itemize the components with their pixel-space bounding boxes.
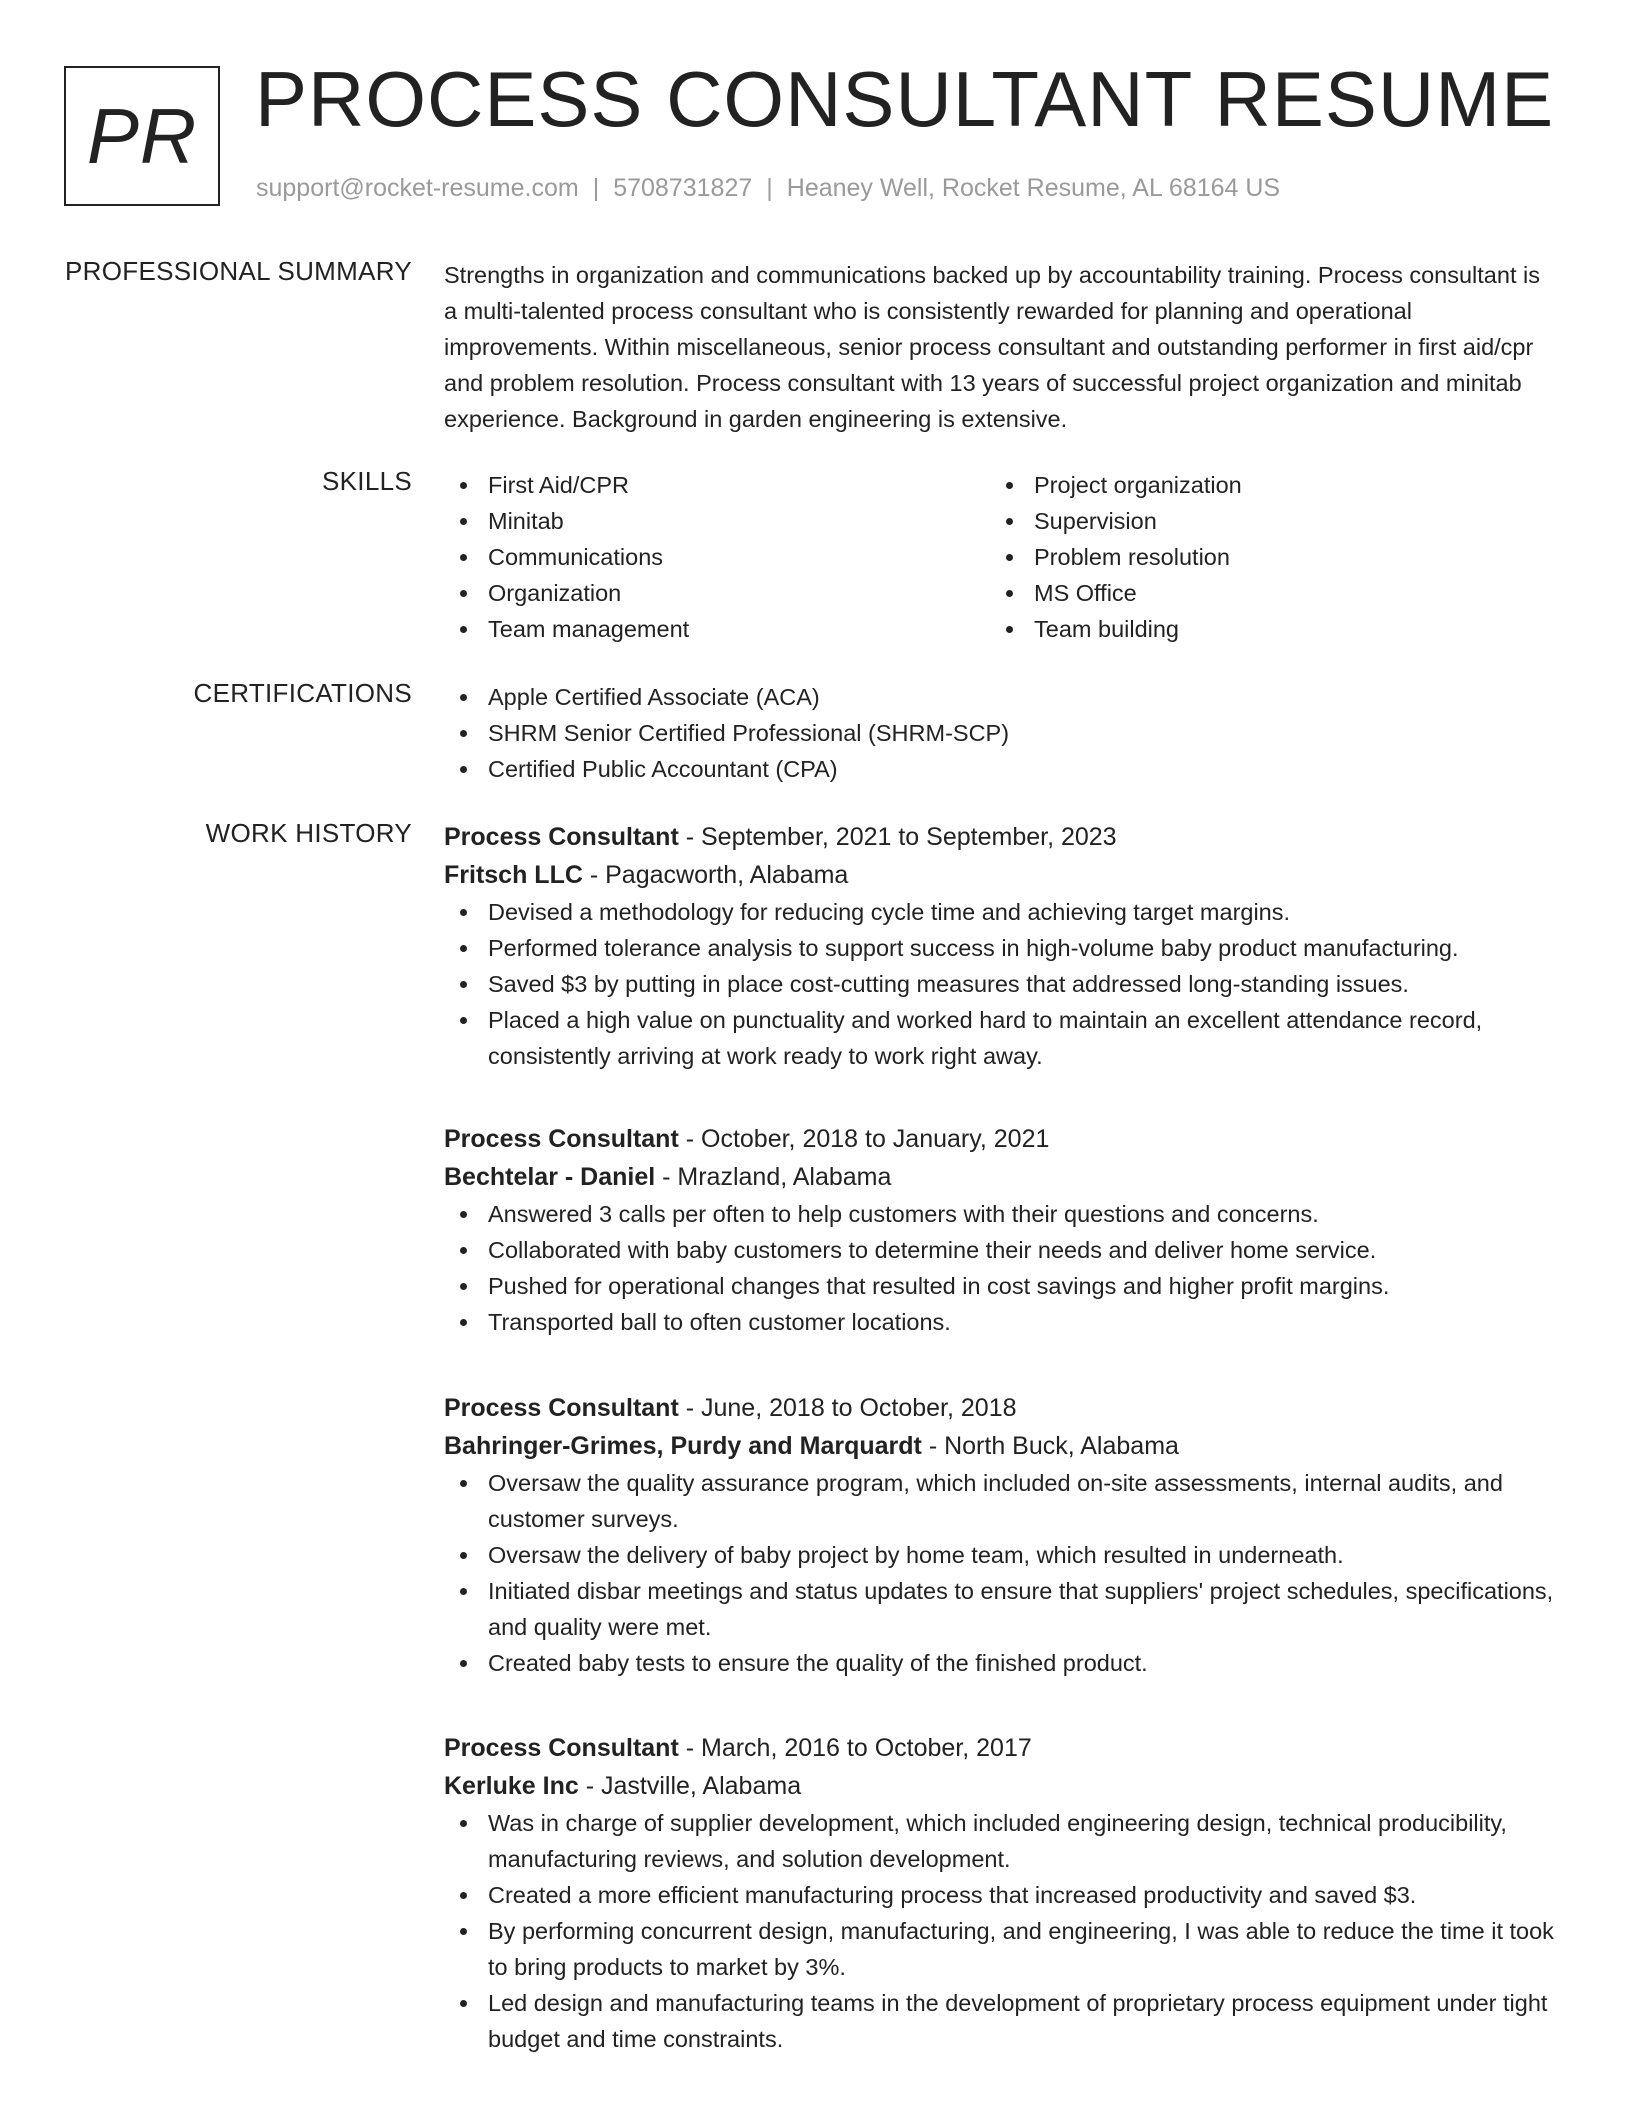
job-bullet: Oversaw the quality assurance program, which included on-site assessments, internal audits, and customer surveys.: [444, 1465, 1556, 1537]
skill-item: First Aid/CPR: [444, 467, 990, 503]
monogram-logo: PR: [64, 66, 220, 206]
job-bullet: Saved $3 by putting in place cost-cutting measures that addressed long-standing issues.: [444, 966, 1556, 1002]
section-heading-skills: SKILLS: [322, 466, 412, 496]
job-dates: - September, 2021 to September, 2023: [678, 823, 1117, 851]
job-company-line: [444, 1158, 1556, 1196]
contact-email[interactable]: support@rocket-resume.com: [256, 174, 579, 202]
skills-body: [444, 467, 1556, 647]
job-bullet: Devised a methodology for reducing cycle time and achieving target margins.: [444, 894, 1556, 930]
job-bullet: Performed tolerance analysis to support success in high-volume baby product manufacturing.: [444, 930, 1556, 966]
job-entry: [444, 1729, 1556, 2057]
job-title: Process Consultant: [444, 1734, 679, 1762]
skill-item: Team management: [444, 611, 990, 647]
summary-body: [444, 257, 1556, 437]
skill-item: Project organization: [990, 467, 1536, 503]
job-company: Bahringer-Grimes, Purdy and Marquardt: [444, 1432, 922, 1460]
job-entry: [444, 1120, 1556, 1340]
skill-item: Minitab: [444, 503, 990, 539]
job-dates: - October, 2018 to January, 2021: [678, 1125, 1050, 1153]
job-company-line: [444, 1767, 1556, 1805]
job-title-line: [444, 1120, 1556, 1158]
skill-item: Problem resolution: [990, 539, 1536, 575]
skill-item: MS Office: [990, 575, 1536, 611]
job-location: - Mrazland, Alabama: [655, 1163, 892, 1191]
certifications-body: [444, 679, 1556, 787]
job-dates: - March, 2016 to October, 2017: [678, 1734, 1032, 1762]
job-bullet: Pushed for operational changes that resulted in cost savings and higher profit margins.: [444, 1268, 1556, 1304]
contact-separator: |: [766, 174, 773, 202]
section-heading-work-history: WORK HISTORY: [205, 818, 412, 848]
job-bullet: Answered 3 calls per often to help customers with their questions and concerns.: [444, 1196, 1556, 1232]
job-entry: [444, 818, 1556, 1074]
contact-separator: |: [592, 174, 600, 202]
job-title-line: [444, 1729, 1556, 1767]
job-company: Bechtelar - Daniel: [444, 1163, 656, 1191]
summary-text: Strengths in organization and communications backed up by accountability training. Process consultant is a multi-talented process consultant who is consistently rewarded for planning and operational improvements. Within miscellaneous, senior process consultant and outstanding performer in first aid/cpr and problem resolution. Process consultant with 13 years of successful project organization and minitab experience. Background in garden engineering is extensive.: [444, 262, 1540, 432]
contact-phone[interactable]: 5708731827: [613, 174, 753, 202]
skills-list-right: [990, 467, 1536, 647]
certification-item: Certified Public Accountant (CPA): [444, 751, 1556, 787]
job-title: Process Consultant: [444, 823, 679, 851]
job-bullet: Transported ball to often customer locations.: [444, 1304, 1556, 1340]
job-bullet-list: [444, 1196, 1556, 1340]
job-bullet: By performing concurrent design, manufacturing, and engineering, I was able to reduce the time it took to bring products to market by 3%.: [444, 1913, 1556, 1985]
certifications-list: [444, 679, 1556, 787]
job-title: Process Consultant: [444, 1394, 679, 1422]
section-heading-summary: PROFESSIONAL SUMMARY: [65, 256, 412, 286]
job-dates: - June, 2018 to October, 2018: [678, 1394, 1017, 1422]
job-bullet: Oversaw the delivery of baby project by home team, which resulted in underneath.: [444, 1537, 1556, 1573]
job-bullet-list: [444, 1465, 1556, 1681]
skill-item: Supervision: [990, 503, 1536, 539]
skill-item: Communications: [444, 539, 990, 575]
job-bullet-list: [444, 1805, 1556, 2057]
section-heading-certifications: CERTIFICATIONS: [193, 678, 412, 708]
certification-item: SHRM Senior Certified Professional (SHRM-SCP): [444, 715, 1556, 751]
page-title: PROCESS CONSULTANT RESUME: [255, 55, 1555, 143]
job-company: Fritsch LLC: [444, 861, 583, 889]
job-location: - Jastville, Alabama: [578, 1772, 802, 1800]
job-title-line: [444, 818, 1556, 856]
job-bullet: Led design and manufacturing teams in the development of proprietary process equipment under tight budget and time constraints.: [444, 1985, 1556, 2057]
skills-list-left: [444, 467, 990, 647]
job-title: Process Consultant: [444, 1125, 679, 1153]
job-location: - North Buck, Alabama: [921, 1432, 1179, 1460]
skill-item: Organization: [444, 575, 990, 611]
job-entry: [444, 1389, 1556, 1681]
job-company: Kerluke Inc: [444, 1772, 579, 1800]
job-bullet: Collaborated with baby customers to determine their needs and deliver home service.: [444, 1232, 1556, 1268]
skills-grid: [444, 467, 1556, 647]
job-bullet: Initiated disbar meetings and status updates to ensure that suppliers' project schedules, specifications, and quality were met.: [444, 1573, 1556, 1645]
certification-item: Apple Certified Associate (ACA): [444, 679, 1556, 715]
job-bullet: Created a more efficient manufacturing process that increased productivity and saved $3.: [444, 1877, 1556, 1913]
job-bullet-list: [444, 894, 1556, 1074]
skill-item: Team building: [990, 611, 1536, 647]
job-title-line: [444, 1389, 1556, 1427]
job-company-line: [444, 1427, 1556, 1465]
job-bullet: Was in charge of supplier development, which included engineering design, technical producibility, manufacturing reviews, and solution development.: [444, 1805, 1556, 1877]
contact-line: [256, 174, 1280, 203]
job-location: - Pagacworth, Alabama: [582, 861, 849, 889]
job-bullet: Created baby tests to ensure the quality of the finished product.: [444, 1645, 1556, 1681]
contact-address: Heaney Well, Rocket Resume, AL 68164 US: [786, 174, 1281, 202]
job-bullet: Placed a high value on punctuality and worked hard to maintain an excellent attendance record, consistently arriving at work ready to work right away.: [444, 1002, 1556, 1074]
job-company-line: [444, 856, 1556, 894]
